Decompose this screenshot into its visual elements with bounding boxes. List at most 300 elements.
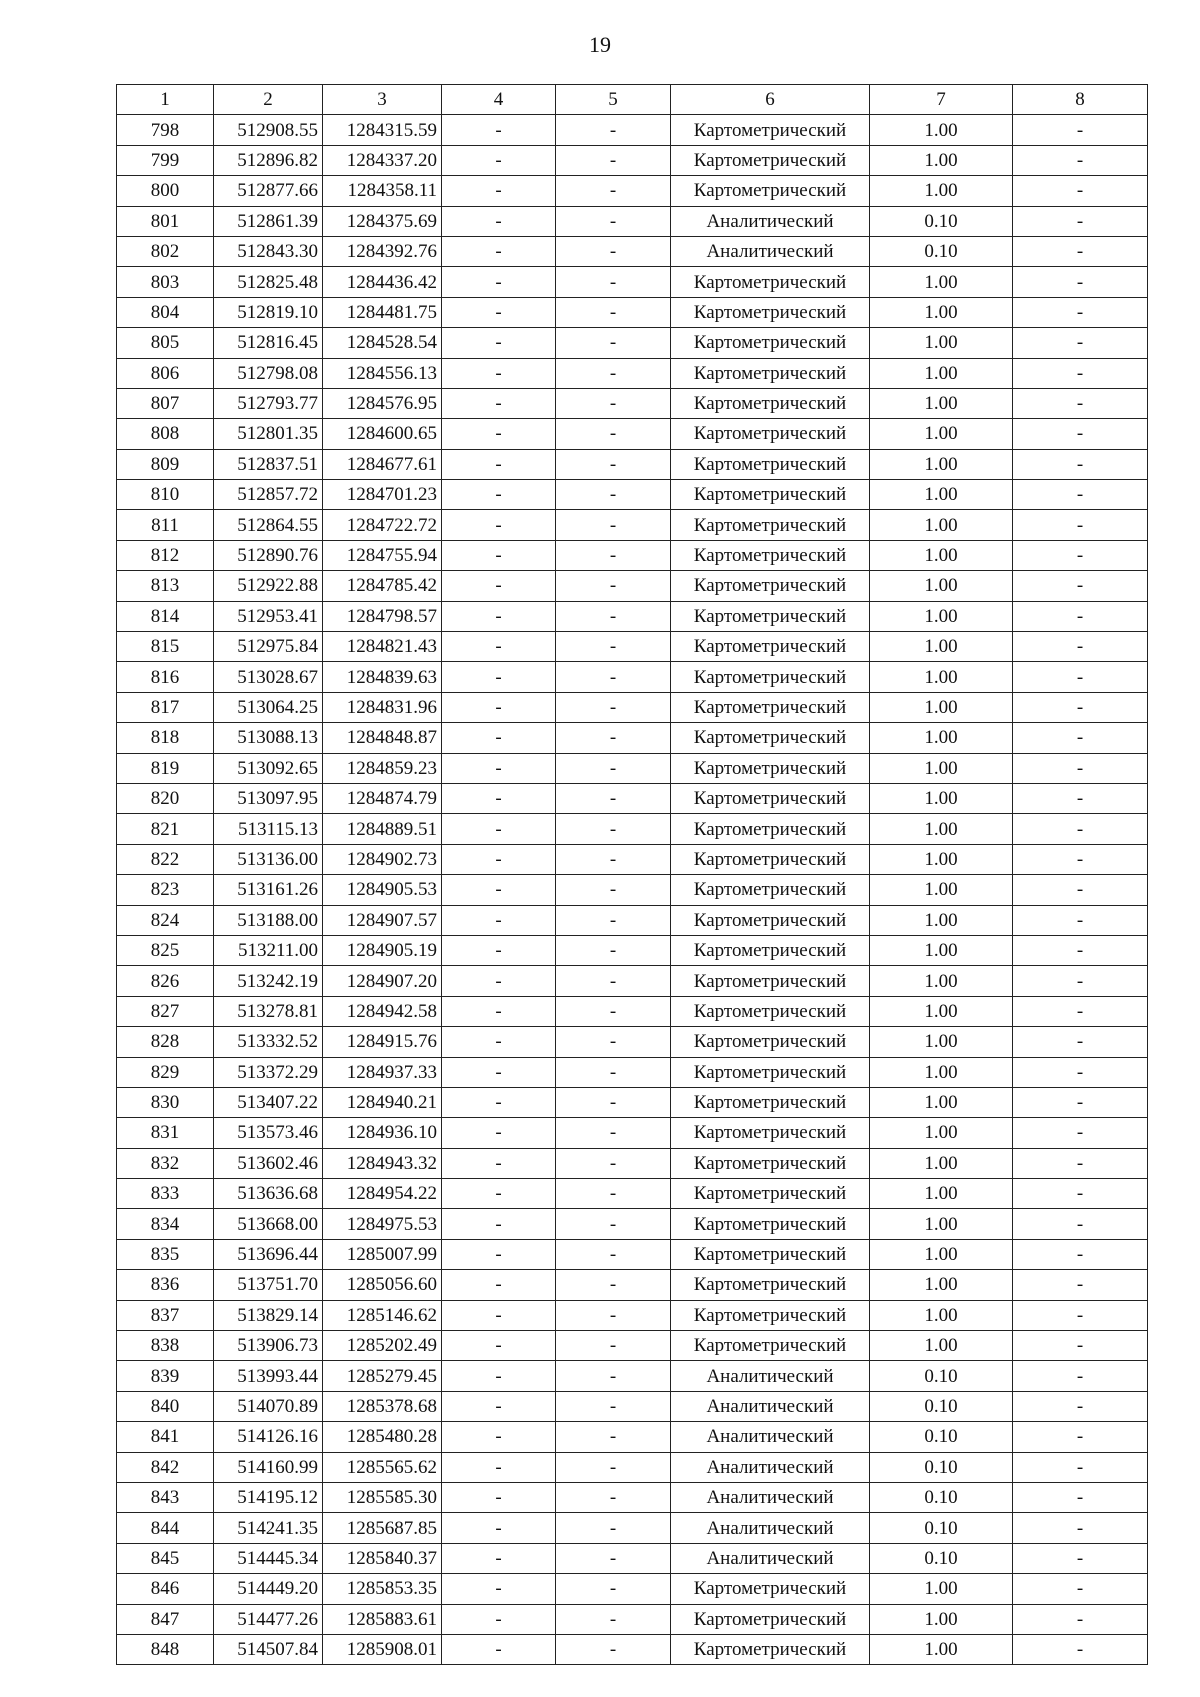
point-number-cell: 837 xyxy=(117,1300,214,1330)
column-8-cell: - xyxy=(1013,814,1148,844)
method-cell: Картометрический xyxy=(671,1148,870,1178)
table-row xyxy=(117,540,1148,570)
point-number-cell: 834 xyxy=(117,1209,214,1239)
accuracy-cell: 1.00 xyxy=(870,419,1013,449)
y-coordinate-cell: 1285202.49 xyxy=(323,1331,442,1361)
table-row xyxy=(117,692,1148,722)
column-8-cell: - xyxy=(1013,449,1148,479)
column-5-cell: - xyxy=(556,723,671,753)
point-number-cell: 801 xyxy=(117,206,214,236)
x-coordinate-cell: 512975.84 xyxy=(214,632,323,662)
point-number-cell: 842 xyxy=(117,1452,214,1482)
x-coordinate-cell: 512819.10 xyxy=(214,297,323,327)
point-number-cell: 848 xyxy=(117,1634,214,1664)
accuracy-cell: 1.00 xyxy=(870,905,1013,935)
column-4-cell: - xyxy=(442,601,556,631)
y-coordinate-cell: 1284905.19 xyxy=(323,935,442,965)
column-8-cell: - xyxy=(1013,115,1148,145)
x-coordinate-cell: 513136.00 xyxy=(214,844,323,874)
point-number-cell: 828 xyxy=(117,1027,214,1057)
column-4-cell: - xyxy=(442,449,556,479)
column-8-cell: - xyxy=(1013,875,1148,905)
column-5-cell: - xyxy=(556,1179,671,1209)
column-5-cell: - xyxy=(556,1422,671,1452)
column-8-cell: - xyxy=(1013,1209,1148,1239)
column-4-cell: - xyxy=(442,1057,556,1087)
y-coordinate-cell: 1285840.37 xyxy=(323,1543,442,1573)
table-row xyxy=(117,267,1148,297)
point-number-cell: 811 xyxy=(117,510,214,540)
column-4-cell: - xyxy=(442,1118,556,1148)
method-cell: Картометрический xyxy=(671,1634,870,1664)
column-header-7: 7 xyxy=(870,85,1013,115)
method-cell: Картометрический xyxy=(671,1239,870,1269)
point-number-cell: 821 xyxy=(117,814,214,844)
accuracy-cell: 1.00 xyxy=(870,571,1013,601)
table-row xyxy=(117,844,1148,874)
y-coordinate-cell: 1284722.72 xyxy=(323,510,442,540)
accuracy-cell: 1.00 xyxy=(870,540,1013,570)
y-coordinate-cell: 1285279.45 xyxy=(323,1361,442,1391)
column-5-cell: - xyxy=(556,510,671,540)
y-coordinate-cell: 1285908.01 xyxy=(323,1634,442,1664)
column-8-cell: - xyxy=(1013,480,1148,510)
table-row xyxy=(117,996,1148,1026)
method-cell: Картометрический xyxy=(671,996,870,1026)
x-coordinate-cell: 513088.13 xyxy=(214,723,323,753)
column-4-cell: - xyxy=(442,1300,556,1330)
column-8-cell: - xyxy=(1013,176,1148,206)
column-4-cell: - xyxy=(442,267,556,297)
method-cell: Картометрический xyxy=(671,1118,870,1148)
column-8-cell: - xyxy=(1013,419,1148,449)
column-8-cell: - xyxy=(1013,388,1148,418)
point-number-cell: 836 xyxy=(117,1270,214,1300)
accuracy-cell: 1.00 xyxy=(870,753,1013,783)
x-coordinate-cell: 513332.52 xyxy=(214,1027,323,1057)
point-number-cell: 831 xyxy=(117,1118,214,1148)
table-row xyxy=(117,206,1148,236)
table-row xyxy=(117,1027,1148,1057)
column-4-cell: - xyxy=(442,206,556,236)
point-number-cell: 843 xyxy=(117,1482,214,1512)
y-coordinate-cell: 1284528.54 xyxy=(323,328,442,358)
y-coordinate-cell: 1285378.68 xyxy=(323,1391,442,1421)
table-row xyxy=(117,1300,1148,1330)
table-row xyxy=(117,1118,1148,1148)
method-cell: Картометрический xyxy=(671,1331,870,1361)
method-cell: Аналитический xyxy=(671,1391,870,1421)
column-5-cell: - xyxy=(556,601,671,631)
y-coordinate-cell: 1284576.95 xyxy=(323,388,442,418)
column-4-cell: - xyxy=(442,510,556,540)
method-cell: Картометрический xyxy=(671,145,870,175)
column-5-cell: - xyxy=(556,966,671,996)
y-coordinate-cell: 1285146.62 xyxy=(323,1300,442,1330)
column-4-cell: - xyxy=(442,723,556,753)
y-coordinate-cell: 1284859.23 xyxy=(323,753,442,783)
accuracy-cell: 1.00 xyxy=(870,115,1013,145)
column-5-cell: - xyxy=(556,267,671,297)
table-row xyxy=(117,935,1148,965)
column-4-cell: - xyxy=(442,1604,556,1634)
y-coordinate-cell: 1284940.21 xyxy=(323,1087,442,1117)
y-coordinate-cell: 1285007.99 xyxy=(323,1239,442,1269)
x-coordinate-cell: 514070.89 xyxy=(214,1391,323,1421)
column-5-cell: - xyxy=(556,480,671,510)
column-8-cell: - xyxy=(1013,723,1148,753)
accuracy-cell: 0.10 xyxy=(870,206,1013,236)
column-5-cell: - xyxy=(556,935,671,965)
accuracy-cell: 1.00 xyxy=(870,510,1013,540)
column-5-cell: - xyxy=(556,1604,671,1634)
column-8-cell: - xyxy=(1013,510,1148,540)
accuracy-cell: 1.00 xyxy=(870,1270,1013,1300)
table-row xyxy=(117,510,1148,540)
x-coordinate-cell: 512825.48 xyxy=(214,267,323,297)
column-8-cell: - xyxy=(1013,1300,1148,1330)
column-8-cell: - xyxy=(1013,206,1148,236)
point-number-cell: 825 xyxy=(117,935,214,965)
table-row xyxy=(117,1148,1148,1178)
column-5-cell: - xyxy=(556,540,671,570)
accuracy-cell: 1.00 xyxy=(870,388,1013,418)
column-8-cell: - xyxy=(1013,753,1148,783)
point-number-cell: 819 xyxy=(117,753,214,783)
accuracy-cell: 1.00 xyxy=(870,1604,1013,1634)
y-coordinate-cell: 1284677.61 xyxy=(323,449,442,479)
accuracy-cell: 1.00 xyxy=(870,692,1013,722)
point-number-cell: 818 xyxy=(117,723,214,753)
x-coordinate-cell: 512798.08 xyxy=(214,358,323,388)
accuracy-cell: 0.10 xyxy=(870,1422,1013,1452)
method-cell: Картометрический xyxy=(671,692,870,722)
point-number-cell: 824 xyxy=(117,905,214,935)
column-5-cell: - xyxy=(556,632,671,662)
column-4-cell: - xyxy=(442,236,556,266)
column-5-cell: - xyxy=(556,1270,671,1300)
point-number-cell: 803 xyxy=(117,267,214,297)
column-5-cell: - xyxy=(556,905,671,935)
table-row xyxy=(117,1391,1148,1421)
table-row xyxy=(117,1239,1148,1269)
column-4-cell: - xyxy=(442,632,556,662)
table-row xyxy=(117,1482,1148,1512)
y-coordinate-cell: 1284392.76 xyxy=(323,236,442,266)
table-row xyxy=(117,753,1148,783)
y-coordinate-cell: 1284907.57 xyxy=(323,905,442,935)
method-cell: Аналитический xyxy=(671,206,870,236)
point-number-cell: 832 xyxy=(117,1148,214,1178)
method-cell: Аналитический xyxy=(671,1543,870,1573)
column-8-cell: - xyxy=(1013,966,1148,996)
x-coordinate-cell: 513064.25 xyxy=(214,692,323,722)
accuracy-cell: 1.00 xyxy=(870,267,1013,297)
x-coordinate-cell: 514507.84 xyxy=(214,1634,323,1664)
column-8-cell: - xyxy=(1013,905,1148,935)
column-5-cell: - xyxy=(556,1057,671,1087)
point-number-cell: 802 xyxy=(117,236,214,266)
column-8-cell: - xyxy=(1013,1422,1148,1452)
column-5-cell: - xyxy=(556,783,671,813)
y-coordinate-cell: 1284436.42 xyxy=(323,267,442,297)
x-coordinate-cell: 513906.73 xyxy=(214,1331,323,1361)
point-number-cell: 808 xyxy=(117,419,214,449)
point-number-cell: 835 xyxy=(117,1239,214,1269)
table-row xyxy=(117,601,1148,631)
column-4-cell: - xyxy=(442,966,556,996)
point-number-cell: 839 xyxy=(117,1361,214,1391)
method-cell: Аналитический xyxy=(671,1422,870,1452)
table-row xyxy=(117,1422,1148,1452)
page-number: 19 xyxy=(589,32,611,57)
method-cell: Картометрический xyxy=(671,875,870,905)
table-body xyxy=(117,115,1148,1665)
column-8-cell: - xyxy=(1013,1482,1148,1512)
y-coordinate-cell: 1284821.43 xyxy=(323,632,442,662)
column-4-cell: - xyxy=(442,145,556,175)
table-row xyxy=(117,571,1148,601)
column-8-cell: - xyxy=(1013,935,1148,965)
table-row xyxy=(117,1634,1148,1664)
accuracy-cell: 1.00 xyxy=(870,966,1013,996)
y-coordinate-cell: 1285687.85 xyxy=(323,1513,442,1543)
accuracy-cell: 1.00 xyxy=(870,1574,1013,1604)
y-coordinate-cell: 1284481.75 xyxy=(323,297,442,327)
x-coordinate-cell: 513092.65 xyxy=(214,753,323,783)
method-cell: Картометрический xyxy=(671,115,870,145)
point-number-cell: 827 xyxy=(117,996,214,1026)
x-coordinate-cell: 513696.44 xyxy=(214,1239,323,1269)
column-5-cell: - xyxy=(556,1300,671,1330)
accuracy-cell: 1.00 xyxy=(870,1148,1013,1178)
method-cell: Картометрический xyxy=(671,480,870,510)
column-5-cell: - xyxy=(556,1209,671,1239)
x-coordinate-cell: 514160.99 xyxy=(214,1452,323,1482)
accuracy-cell: 0.10 xyxy=(870,1543,1013,1573)
x-coordinate-cell: 512877.66 xyxy=(214,176,323,206)
column-5-cell: - xyxy=(556,1087,671,1117)
method-cell: Картометрический xyxy=(671,388,870,418)
column-4-cell: - xyxy=(442,1148,556,1178)
x-coordinate-cell: 514477.26 xyxy=(214,1604,323,1634)
column-header-1: 1 xyxy=(117,85,214,115)
accuracy-cell: 0.10 xyxy=(870,1452,1013,1482)
column-4-cell: - xyxy=(442,753,556,783)
column-4-cell: - xyxy=(442,996,556,1026)
y-coordinate-cell: 1284943.32 xyxy=(323,1148,442,1178)
column-8-cell: - xyxy=(1013,632,1148,662)
method-cell: Картометрический xyxy=(671,1209,870,1239)
column-8-cell: - xyxy=(1013,1391,1148,1421)
x-coordinate-cell: 513602.46 xyxy=(214,1148,323,1178)
column-5-cell: - xyxy=(556,1361,671,1391)
table-row xyxy=(117,449,1148,479)
x-coordinate-cell: 513097.95 xyxy=(214,783,323,813)
method-cell: Аналитический xyxy=(671,1361,870,1391)
y-coordinate-cell: 1284798.57 xyxy=(323,601,442,631)
accuracy-cell: 1.00 xyxy=(870,145,1013,175)
column-8-cell: - xyxy=(1013,297,1148,327)
column-5-cell: - xyxy=(556,844,671,874)
table-row xyxy=(117,1209,1148,1239)
column-4-cell: - xyxy=(442,814,556,844)
point-number-cell: 816 xyxy=(117,662,214,692)
column-4-cell: - xyxy=(442,1239,556,1269)
column-8-cell: - xyxy=(1013,328,1148,358)
column-4-cell: - xyxy=(442,1391,556,1421)
column-4-cell: - xyxy=(442,1513,556,1543)
method-cell: Картометрический xyxy=(671,176,870,206)
x-coordinate-cell: 513211.00 xyxy=(214,935,323,965)
column-4-cell: - xyxy=(442,1209,556,1239)
y-coordinate-cell: 1284375.69 xyxy=(323,206,442,236)
method-cell: Картометрический xyxy=(671,935,870,965)
method-cell: Картометрический xyxy=(671,419,870,449)
column-4-cell: - xyxy=(442,905,556,935)
y-coordinate-cell: 1285565.62 xyxy=(323,1452,442,1482)
column-8-cell: - xyxy=(1013,601,1148,631)
accuracy-cell: 1.00 xyxy=(870,1209,1013,1239)
y-coordinate-cell: 1284701.23 xyxy=(323,480,442,510)
column-8-cell: - xyxy=(1013,267,1148,297)
y-coordinate-cell: 1284839.63 xyxy=(323,662,442,692)
column-4-cell: - xyxy=(442,844,556,874)
x-coordinate-cell: 513668.00 xyxy=(214,1209,323,1239)
y-coordinate-cell: 1284874.79 xyxy=(323,783,442,813)
table-row xyxy=(117,1604,1148,1634)
x-coordinate-cell: 512953.41 xyxy=(214,601,323,631)
accuracy-cell: 1.00 xyxy=(870,662,1013,692)
method-cell: Картометрический xyxy=(671,510,870,540)
x-coordinate-cell: 513407.22 xyxy=(214,1087,323,1117)
column-5-cell: - xyxy=(556,449,671,479)
column-8-cell: - xyxy=(1013,1604,1148,1634)
column-5-cell: - xyxy=(556,419,671,449)
column-header-3: 3 xyxy=(323,85,442,115)
x-coordinate-cell: 514126.16 xyxy=(214,1422,323,1452)
method-cell: Картометрический xyxy=(671,449,870,479)
column-5-cell: - xyxy=(556,115,671,145)
column-4-cell: - xyxy=(442,935,556,965)
column-5-cell: - xyxy=(556,996,671,1026)
column-8-cell: - xyxy=(1013,236,1148,266)
table-row xyxy=(117,632,1148,662)
accuracy-cell: 1.00 xyxy=(870,328,1013,358)
x-coordinate-cell: 513278.81 xyxy=(214,996,323,1026)
x-coordinate-cell: 513372.29 xyxy=(214,1057,323,1087)
column-8-cell: - xyxy=(1013,783,1148,813)
x-coordinate-cell: 512890.76 xyxy=(214,540,323,570)
method-cell: Аналитический xyxy=(671,1482,870,1512)
column-5-cell: - xyxy=(556,297,671,327)
y-coordinate-cell: 1284785.42 xyxy=(323,571,442,601)
method-cell: Аналитический xyxy=(671,1513,870,1543)
method-cell: Картометрический xyxy=(671,844,870,874)
method-cell: Картометрический xyxy=(671,1270,870,1300)
method-cell: Картометрический xyxy=(671,358,870,388)
column-4-cell: - xyxy=(442,176,556,206)
point-number-cell: 838 xyxy=(117,1331,214,1361)
accuracy-cell: 1.00 xyxy=(870,358,1013,388)
x-coordinate-cell: 512864.55 xyxy=(214,510,323,540)
column-8-cell: - xyxy=(1013,571,1148,601)
accuracy-cell: 1.00 xyxy=(870,996,1013,1026)
table-row xyxy=(117,1057,1148,1087)
column-5-cell: - xyxy=(556,662,671,692)
method-cell: Картометрический xyxy=(671,1027,870,1057)
accuracy-cell: 1.00 xyxy=(870,783,1013,813)
column-8-cell: - xyxy=(1013,1057,1148,1087)
method-cell: Картометрический xyxy=(671,1179,870,1209)
accuracy-cell: 0.10 xyxy=(870,1361,1013,1391)
column-4-cell: - xyxy=(442,1087,556,1117)
accuracy-cell: 1.00 xyxy=(870,1300,1013,1330)
x-coordinate-cell: 513028.67 xyxy=(214,662,323,692)
column-4-cell: - xyxy=(442,1331,556,1361)
column-8-cell: - xyxy=(1013,662,1148,692)
column-8-cell: - xyxy=(1013,1634,1148,1664)
column-4-cell: - xyxy=(442,1027,556,1057)
column-4-cell: - xyxy=(442,115,556,145)
column-5-cell: - xyxy=(556,328,671,358)
point-number-cell: 846 xyxy=(117,1574,214,1604)
point-number-cell: 847 xyxy=(117,1604,214,1634)
column-5-cell: - xyxy=(556,1148,671,1178)
column-8-cell: - xyxy=(1013,1087,1148,1117)
table-row xyxy=(117,1543,1148,1573)
point-number-cell: 844 xyxy=(117,1513,214,1543)
method-cell: Картометрический xyxy=(671,783,870,813)
y-coordinate-cell: 1284358.11 xyxy=(323,176,442,206)
point-number-cell: 814 xyxy=(117,601,214,631)
y-coordinate-cell: 1284936.10 xyxy=(323,1118,442,1148)
table-row xyxy=(117,388,1148,418)
column-header-6: 6 xyxy=(671,85,870,115)
accuracy-cell: 1.00 xyxy=(870,814,1013,844)
point-number-cell: 810 xyxy=(117,480,214,510)
table-row xyxy=(117,236,1148,266)
column-5-cell: - xyxy=(556,1391,671,1421)
column-5-cell: - xyxy=(556,1513,671,1543)
method-cell: Картометрический xyxy=(671,723,870,753)
accuracy-cell: 1.00 xyxy=(870,875,1013,905)
point-number-cell: 829 xyxy=(117,1057,214,1087)
accuracy-cell: 1.00 xyxy=(870,844,1013,874)
column-5-cell: - xyxy=(556,814,671,844)
y-coordinate-cell: 1285056.60 xyxy=(323,1270,442,1300)
column-4-cell: - xyxy=(442,297,556,327)
table-row xyxy=(117,1270,1148,1300)
y-coordinate-cell: 1285883.61 xyxy=(323,1604,442,1634)
column-4-cell: - xyxy=(442,1361,556,1391)
column-5-cell: - xyxy=(556,1543,671,1573)
column-4-cell: - xyxy=(442,1574,556,1604)
y-coordinate-cell: 1284937.33 xyxy=(323,1057,442,1087)
x-coordinate-cell: 513188.00 xyxy=(214,905,323,935)
column-5-cell: - xyxy=(556,1482,671,1512)
column-4-cell: - xyxy=(442,358,556,388)
accuracy-cell: 1.00 xyxy=(870,449,1013,479)
column-4-cell: - xyxy=(442,662,556,692)
column-4-cell: - xyxy=(442,783,556,813)
point-number-cell: 840 xyxy=(117,1391,214,1421)
x-coordinate-cell: 512922.88 xyxy=(214,571,323,601)
accuracy-cell: 1.00 xyxy=(870,1634,1013,1664)
header-row xyxy=(117,85,1148,115)
table-row xyxy=(117,480,1148,510)
column-8-cell: - xyxy=(1013,996,1148,1026)
